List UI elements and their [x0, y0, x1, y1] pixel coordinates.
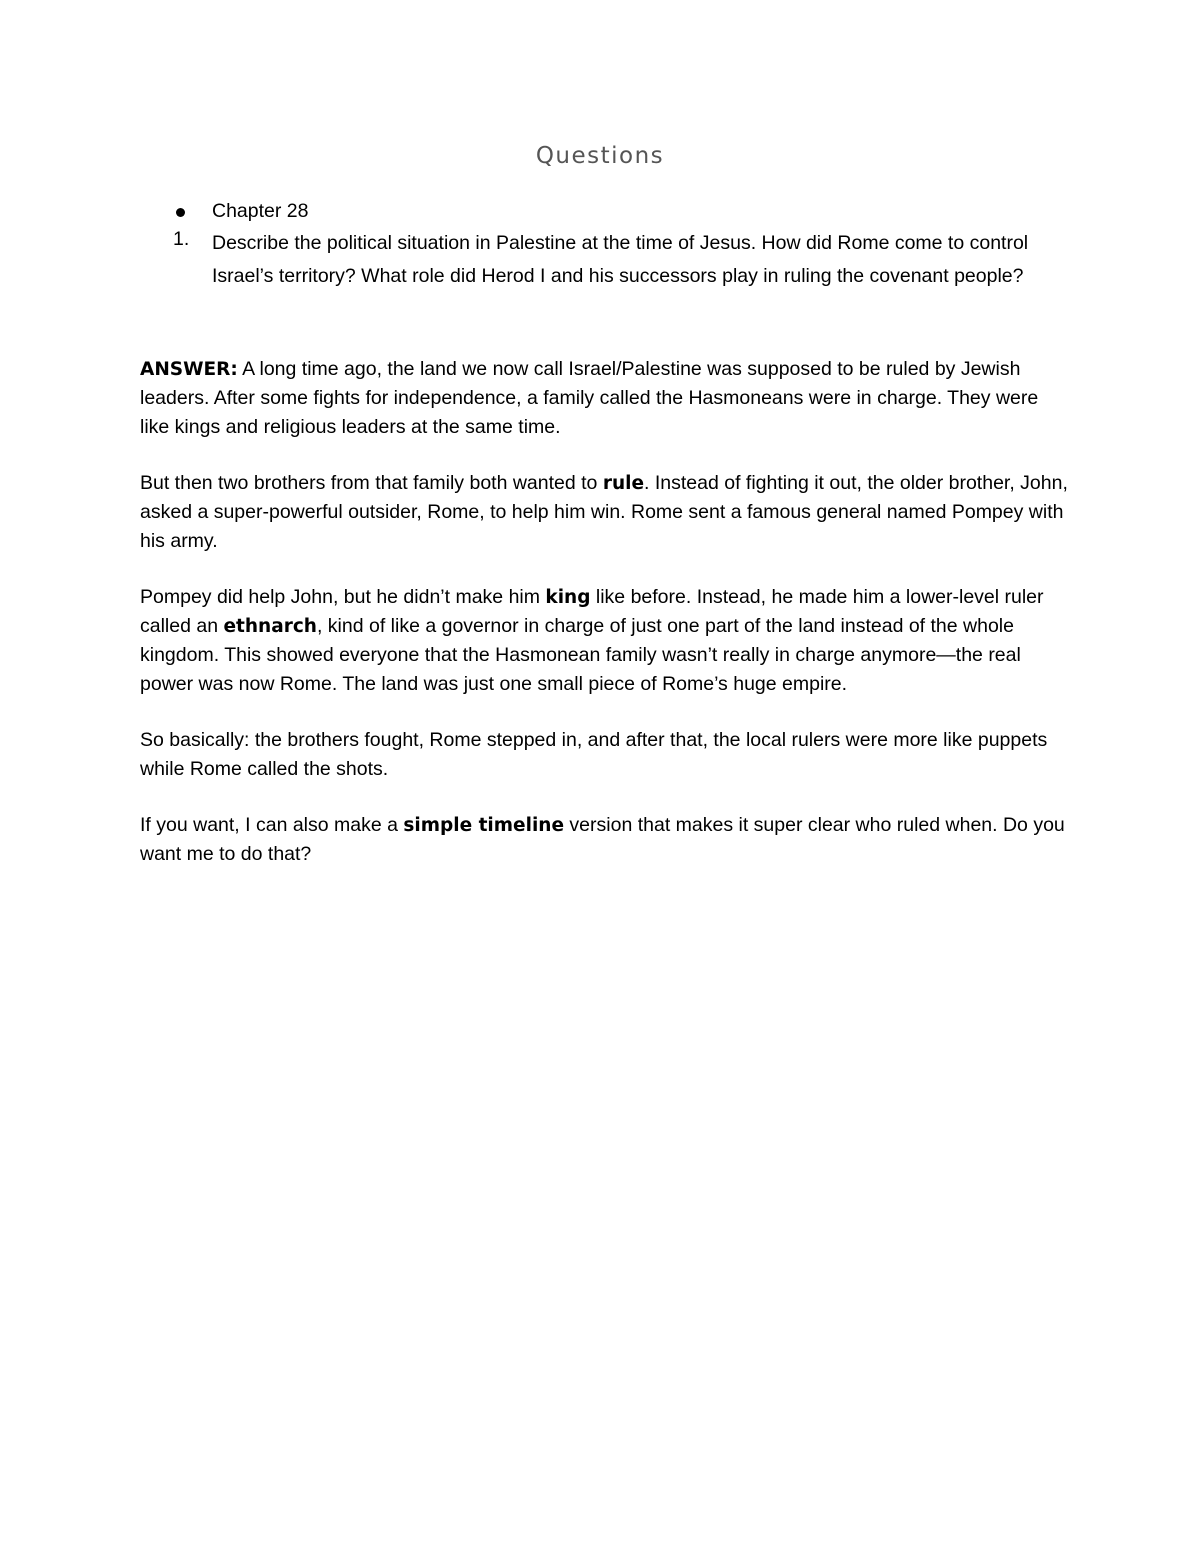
- paragraph-text: If you want, I can also make a: [140, 814, 404, 836]
- bullet-text: Chapter 28: [212, 200, 309, 222]
- answer-label: ANSWER:: [140, 359, 238, 380]
- answer-section: [140, 355, 1070, 896]
- paragraph-text: . Instead of fighting it out, the older brother, John, asked a super-powerful outsider, Rome, to help him win. Rome sent a famous general named Pompey with his army.: [140, 472, 1068, 552]
- answer-paragraph-1-text: A long time ago, the land we now call Israel/Palestine was supposed to be ruled by Jewish leaders. After some fights for independence, a family called the Hasmoneans were in charge. They were like kings and religious leaders at the same time.: [140, 358, 1039, 438]
- paragraph-text: Pompey did help John, but he didn’t make him: [140, 586, 546, 608]
- bullet-list-item: [173, 197, 1073, 225]
- question-text: Describe the political situation in Palestine at the time of Jesus. How did Rome come to control Israel’s territory? What role did Herod I and his successors play in ruling the covenant people?: [212, 232, 1029, 287]
- paragraph-text: , kind of like a governor in charge of just one part of the land instead of the whole kingdom. This showed everyone that the Hasmonean family wasn’t really in charge anymore—the real power was now Rome. The land was just one small piece of Rome’s huge empire.: [140, 615, 1021, 695]
- page-title: Questions: [535, 143, 665, 169]
- question-list: [173, 197, 1073, 293]
- emphasis-text: simple timeline: [403, 815, 565, 836]
- emphasis-text: rule: [602, 473, 645, 494]
- paragraph-text: like before. Instead, he made him a lower-level ruler called an: [140, 586, 1044, 637]
- bullet-marker: [173, 197, 212, 225]
- answer-paragraph-1: [140, 355, 1070, 442]
- numbered-list-item: [173, 225, 1073, 293]
- answer-paragraph-3: [140, 583, 1070, 699]
- bullet-dot-icon: [176, 208, 185, 217]
- paragraph-text: But then two brothers from that family both wanted to: [140, 472, 603, 494]
- paragraph-text: version that makes it super clear who ruled when. Do you want me to do that?: [140, 814, 1065, 865]
- list-number: 1.: [173, 228, 190, 250]
- answer-paragraph-4: So basically: the brothers fought, Rome stepped in, and after that, the local rulers were more like puppets while Rome called the shots.: [140, 729, 1048, 780]
- answer-paragraph-2: [140, 469, 1070, 556]
- answer-paragraph-5: [140, 811, 1070, 869]
- emphasis-text: king: [545, 587, 591, 608]
- emphasis-text: ethnarch: [223, 616, 317, 637]
